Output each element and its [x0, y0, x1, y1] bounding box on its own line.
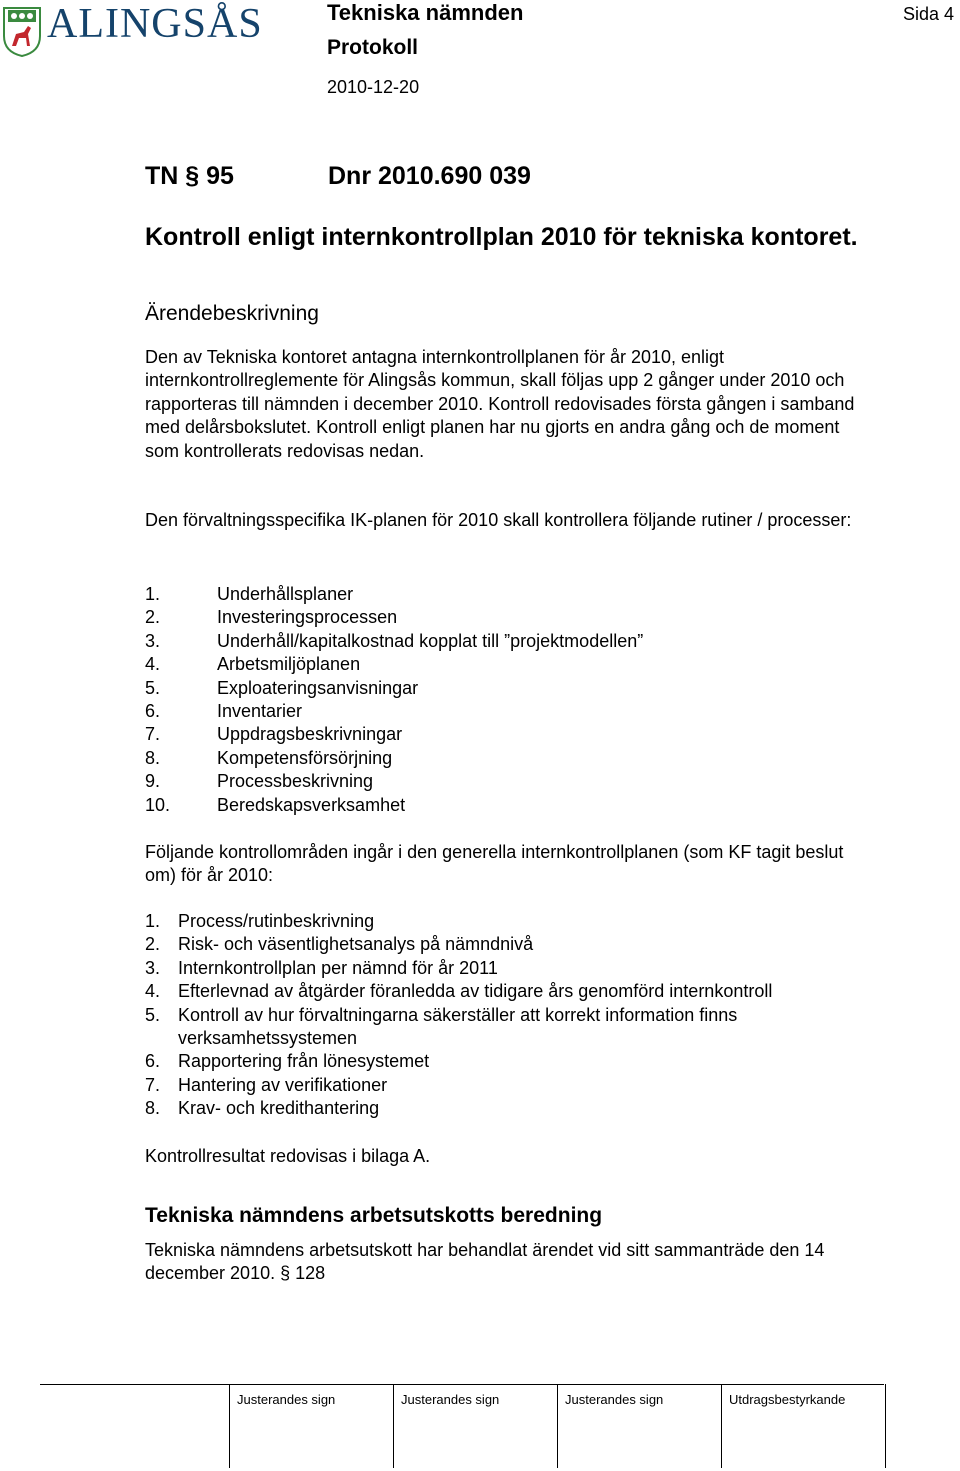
document-date: 2010-12-20	[327, 77, 420, 97]
list-item: 7. Hantering av verifikationer	[145, 1074, 388, 1095]
list-item: 1. Underhållsplaner	[145, 584, 354, 604]
case-title: Kontroll enligt internkontrollplan 2010 för tekniska kontoret.	[145, 223, 858, 251]
page-number: Sida 4	[903, 4, 955, 24]
list-item: 5. Exploateringsanvisningar	[145, 677, 419, 698]
list-item: 3. Internkontrollplan per nämnd för år 2011	[145, 957, 498, 978]
list-item: 6. Inventarier	[145, 700, 303, 721]
list-item: 4. Efterlevnad av åtgärder föranledda av tidigare års genomförd internkontroll	[145, 981, 773, 1002]
list-item: 1. Process/rutinbeskrivning	[145, 911, 375, 931]
description-heading: Ärendebeskrivning	[145, 302, 319, 325]
list-item: 3. Underhåll/kapitalkostnad kopplat till ”projektmodellen”	[145, 630, 644, 651]
case-dnr: Dnr 2010.690 039	[328, 162, 531, 190]
description-paragraph-1: Den av Tekniska kontoret antagna internkontrollplanen för år 2010, enligt internkontrollreglemente för Alingsås kommun, skall följas upp 2 gånger under 2010 och rapporteras till nämnden i december 2010. Kontroll redovisades första gången i samband med delårsbokslutet. Kontroll enligt planen har nu gjorts en andra gång och de moment som kontrollerats redovisas nedan.	[145, 347, 855, 461]
signature-label: Justerandes sign	[401, 1392, 500, 1407]
result-text: Kontrollresultat redovisas i bilaga A.	[145, 1146, 431, 1166]
list-item: 8. Krav- och kredithantering	[145, 1098, 380, 1119]
signature-label: Justerandes sign	[565, 1392, 664, 1407]
list-item: 10. Beredskapsverksamhet	[145, 794, 406, 815]
list-item: 7. Uppdragsbeskrivningar	[145, 724, 403, 745]
list-item: 5. Kontroll av hur förvaltningarna säkerställer att korrekt information finns verksamhetssystemen	[145, 1004, 738, 1048]
case-number: TN § 95	[145, 162, 234, 190]
document-header-subtitle: Protokoll	[327, 36, 419, 59]
list-item: 2. Investeringsprocessen	[145, 607, 398, 628]
list-item: 8. Kompetensförsörjning	[145, 747, 393, 768]
control-area-list	[145, 910, 875, 1121]
committee-heading: Tekniska nämndens arbetsutskotts beredning	[145, 1204, 603, 1227]
list-item: 6. Rapportering från lönesystemet	[145, 1051, 430, 1072]
list-item: 2. Risk- och väsentlighetsanalys på nämndnivå	[145, 934, 534, 955]
document-header-title: Tekniska nämnden	[327, 0, 524, 25]
committee-text: Tekniska nämndens arbetsutskott har behandlat ärendet vid sitt sammanträde den 14 december 2010. § 128	[145, 1240, 825, 1284]
certification-label: Utdragsbestyrkande	[729, 1392, 846, 1407]
general-control-paragraph: Följande kontrollområden ingår i den generella internkontrollplanen (som KF tagit beslut om) för år 2010:	[145, 842, 844, 886]
description-paragraph-2: Den förvaltningsspecifika IK-planen för 2010 skall kontrollera följande rutiner / processer:	[145, 510, 852, 530]
process-list	[145, 583, 865, 817]
list-item: 4. Arbetsmiljöplanen	[145, 654, 361, 675]
municipal-coat-of-arms-icon	[2, 6, 42, 58]
signature-label: Justerandes sign	[237, 1392, 336, 1407]
municipality-logo-text: ALINGSÅS	[47, 1, 263, 47]
list-item: 9. Processbeskrivning	[145, 771, 374, 792]
